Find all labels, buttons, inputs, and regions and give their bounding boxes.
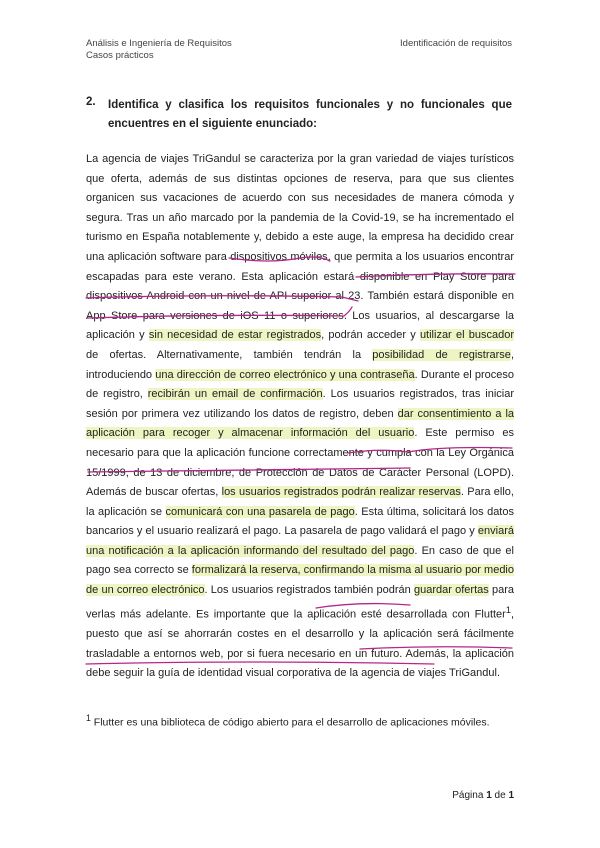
text-segment: , podrán acceder y — [321, 329, 420, 342]
underlined-phrase: sponible en Play Store para dispositivos Android con un nivel de API superior al 23 — [86, 270, 514, 303]
underlined-phrase: Además, la aplicación debe seguir la guía de identidad visual corporativa de la agencia de viajes TriGandul — [86, 647, 515, 680]
highlighted-phrase: los usuarios registrados podrán realizar reservas — [221, 486, 461, 499]
case-study-paragraph — [86, 150, 514, 684]
highlighted-phrase: posibilidad de registrarse — [372, 348, 511, 361]
text-segment: , que permita a los usuarios encontrar escapadas para este verano. Esta aplicación estará di — [86, 250, 515, 283]
header-course-subtitle: Casos prácticos — [86, 50, 154, 61]
question-number: 2. — [86, 96, 96, 108]
highlighted-phrase: enviará una notificación a la aplicación informando del resultado del pago — [86, 525, 514, 557]
text-segment: La agencia de viajes TriGandul se caracteriza por la gran variedad de viajes turísticos que oferta, además de sus distintas opciones de reserva, para que sus clientes organicen sus vacaciones de acuerdo con sus necesidades de manera cómoda y segura. Tras un año marcado por la pandemia de la Covid-19, se ha incrementado el turismo en España notablemente y, debido a este auge, la empresa ha decidido crear una aplicación software para — [86, 153, 514, 263]
text-segment: . — [496, 667, 500, 680]
underlined-phrase: dispositivos móviles — [230, 250, 328, 263]
header-course-title: Análisis e Ingeniería de Requisitos — [86, 38, 232, 49]
footnote-reference: 1 — [505, 604, 511, 615]
text-segment: de ofertas. Alternativamente, también tendrán la — [86, 348, 373, 361]
footnote — [86, 713, 490, 729]
highlighted-phrase: dar consentimiento a la aplicación para recoger y almacenar información del usuario — [86, 407, 515, 440]
text-segment: . Para ello, la aplicación se — [86, 486, 514, 518]
text-segment: . Los usuarios registrados, tras iniciar sesión por primera vez utilizando los datos de registro, deben — [86, 388, 515, 420]
footnote-text: Flutter es una biblioteca de código abierto para el desarrollo de aplicaciones móviles. — [90, 716, 490, 729]
text-segment: para verlas más adelante. Es importante que la aplicación esté — [86, 584, 514, 621]
page-number-current: 1 — [486, 790, 492, 801]
underlined-phrase: App Store para versiones de iOS 11 o superiores — [86, 309, 344, 322]
text-segment: . Esta última, solicitará los datos bancarios y el usuario realizará el pago. La pasarela de pago validará el pago y — [86, 505, 514, 538]
text-segment: . Este permiso es necesario para que la aplicación funcione correctamente y cumpla con la — [86, 427, 514, 459]
running-header-left — [86, 38, 232, 62]
text-segment: . Durante el proceso de registro, — [86, 368, 514, 401]
text-segment: . Además de buscar ofertas, — [86, 466, 514, 499]
page-number-prefix: Página — [452, 790, 487, 801]
header-section-title: Identificación de requisitos — [400, 38, 512, 49]
text-segment: . Los usuarios, al descargarse la aplicación y — [86, 309, 515, 342]
page-number-sep: de — [491, 790, 509, 801]
underlined-phrase: desarrollada con Flutter — [386, 608, 506, 621]
highlighted-phrase: guardar ofertas — [413, 584, 489, 597]
highlighted-phrase: una dirección de correo electrónico y una contraseña — [155, 368, 415, 381]
highlighted-phrase: sin necesidad de estar registrados — [148, 329, 322, 342]
page-number-total: 1 — [508, 790, 514, 801]
text-segment: . También estará disponible en — [360, 290, 514, 303]
text-segment: . Los usuarios registrados también podrán — [204, 584, 414, 597]
highlighted-phrase: utilizar el buscador — [419, 329, 514, 342]
question-statement: Identifica y clasifica los requisitos funcionales y no funcionales que encuentres en el siguiente enunciado: — [108, 99, 512, 130]
highlighted-phrase: formalizará la reserva, confirmando la misma al usuario por medio de un correo electrónico — [86, 564, 514, 597]
highlighted-phrase: comunicará con una pasarela de pago — [165, 505, 355, 518]
highlighted-phrase: recibirán un email de confirmación — [147, 388, 323, 401]
footnote-mark: 1 — [86, 713, 91, 723]
text-segment: , introduciendo — [86, 348, 514, 381]
underlined-phrase: Ley Orgánica 15/1999, de 13 de diciembre, de Protección de Datos de Carácter Personal (LOPD) — [86, 446, 514, 479]
text-segment: . En caso de que el pago sea correcto se — [86, 544, 514, 577]
page-number — [452, 790, 514, 801]
text-segment: , puesto que así se ahorrarán costes en el desarrollo y la aplicación será fácilmente trasladable a entornos web, por si fuera necesario en un futuro. — [86, 608, 514, 660]
